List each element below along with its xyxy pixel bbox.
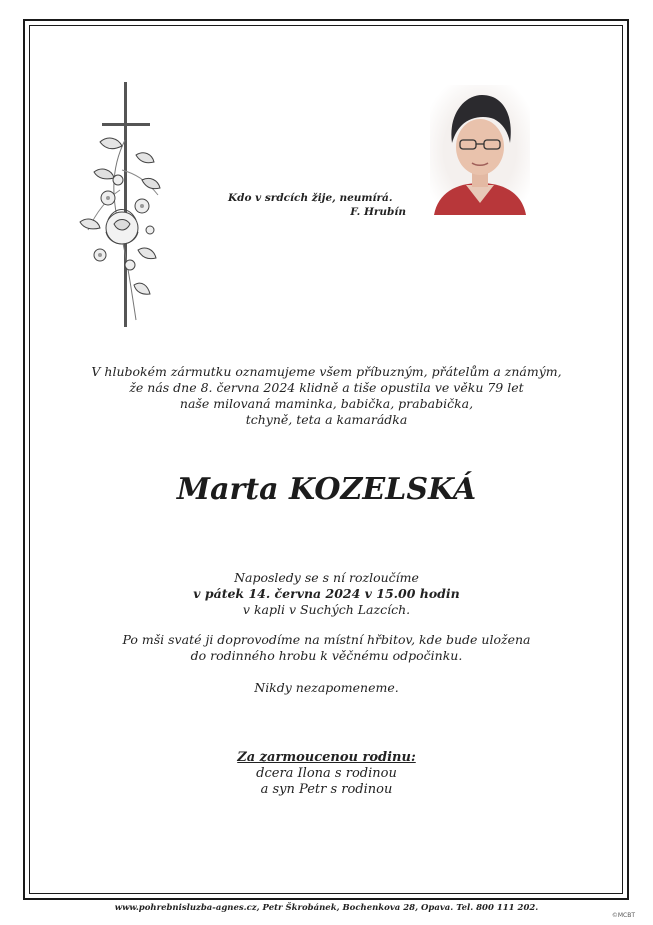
quote-author: F. Hrubín [350, 206, 406, 218]
closing-text: Nikdy nezapomeneme. [254, 680, 399, 695]
burial-line: do rodinného hrobu k věčnému odpočinku. [190, 648, 463, 663]
announcement-line: že nás dne 8. června 2024 klidně a tiše opustila ve věku 79 let [129, 380, 524, 395]
burial-line: Po mši svaté ji doprovodíme na místní hřbitov, kde bude uložena [122, 632, 531, 647]
portrait-photo [430, 85, 530, 215]
farewell-date: v pátek 14. června 2024 v 15.00 hodin [193, 586, 460, 601]
announcement-line: tchyně, teta a kamarádka [245, 412, 408, 427]
quote [228, 191, 408, 219]
farewell-place: v kapli v Suchých Lazcích. [242, 602, 411, 617]
family-member: a syn Petr s rodinou [260, 782, 393, 797]
family-signature [40, 750, 613, 798]
announcement [40, 364, 613, 428]
quote-text: Kdo v srdcích žije, neumírá. [228, 192, 393, 204]
maker-mark: ©MCBT [611, 912, 635, 919]
farewell-line: Naposledy se s ní rozloučíme [234, 570, 419, 585]
footer-contact: www.pohrebnisluzba-agnes.cz, Petr Škrobánek, Bochenkova 28, Opava. Tel. 800 111 202. [114, 903, 539, 913]
burial-info [40, 632, 613, 664]
announcement-line: naše milovaná maminka, babička, prababička, [179, 396, 474, 411]
deceased-name: Marta KOZELSKÁ [176, 472, 477, 507]
announcement-line: V hlubokém zármutku oznamujeme všem příbuzným, přátelům a známým, [91, 364, 562, 379]
farewell-info [40, 570, 613, 618]
family-heading: Za zarmoucenou rodinu: [237, 750, 416, 765]
cross-with-flowers-icon [70, 80, 175, 335]
family-member: dcera Ilona s rodinou [256, 766, 397, 781]
